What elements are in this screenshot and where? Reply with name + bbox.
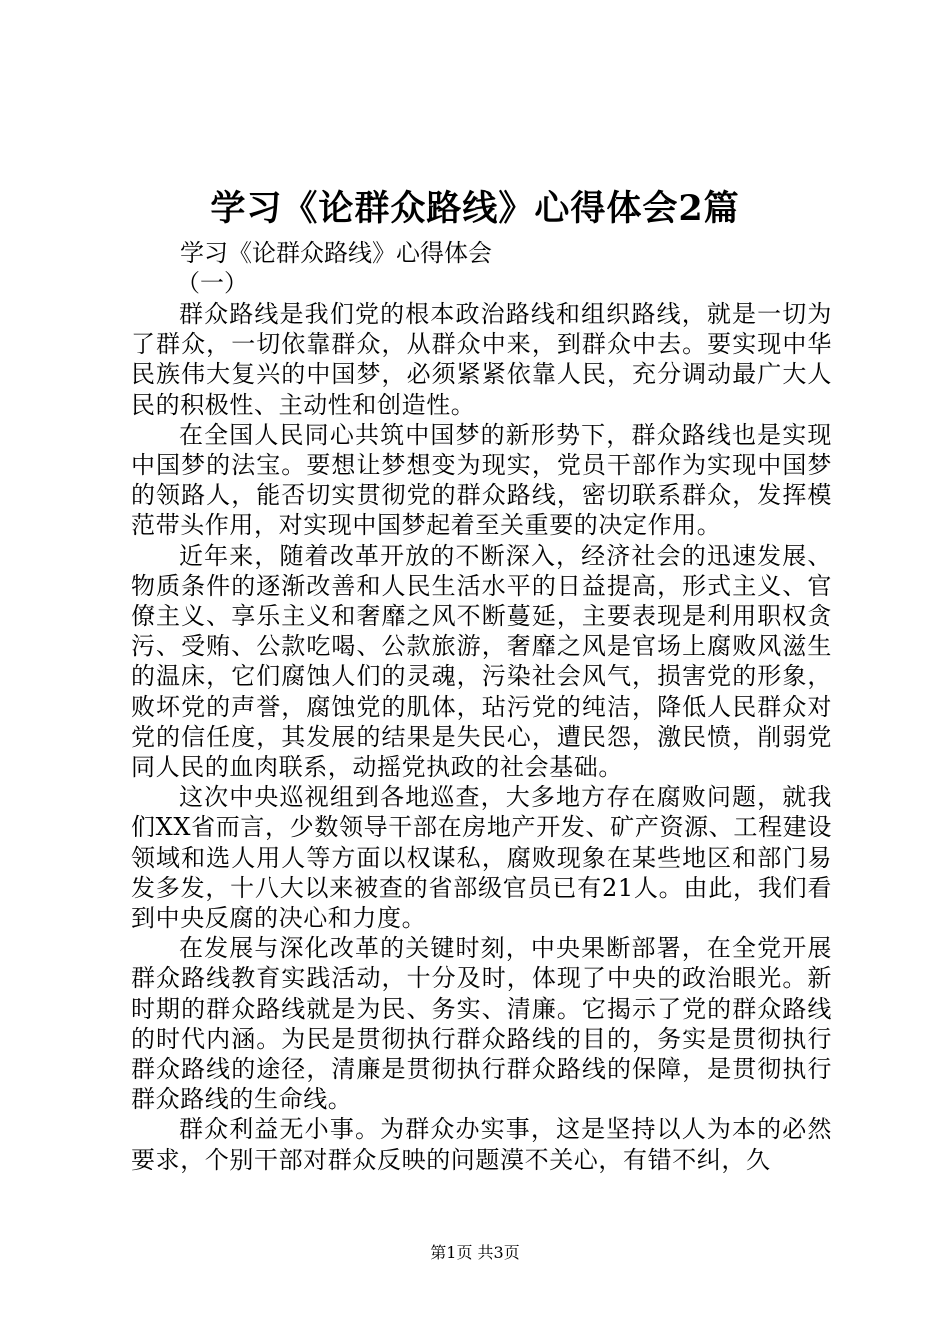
document-subtitle: 学习《论群众路线》心得体会 [180, 239, 492, 267]
paragraph: 近年来，随着改革开放的不断深入，经济社会的迅速发展、物质条件的逐渐改善和人民生活水平的日益提高，形式主义、官僚主义、享乐主义和奢靡之风不断蔓延，主要表现是利用职权贪污、受贿、公款吃喝、公款旅游，奢靡之风是官场上腐败风滋生的温床，它们腐蚀人们的灵魂，污染社会风气，损害党的形象，败坏党的声誉，腐蚀党的肌体，玷污党的纯洁，降低人民群众对党的信任度，其发展的结果是失民心，遭民怨，激民愤，削弱党同人民的血肉联系，动摇党执政的社会基础。 [131, 541, 832, 782]
paragraph: 在发展与深化改革的关键时刻，中央果断部署，在全党开展群众路线教育实践活动，十分及时，体现了中央的政治眼光。新时期的群众路线就是为民、务实、清廉。它揭示了党的群众路线的时代内涵。为民是贯彻执行群众路线的目的，务实是贯彻执行群众路线的途径，清廉是贯彻执行群众路线的保障，是贯彻执行群众路线的生命线。 [131, 934, 832, 1114]
body-text [131, 299, 832, 1175]
page-footer: 第1页 共3页 [430, 1243, 520, 1262]
paragraph: 这次中央巡视组到各地巡查，大多地方存在腐败问题，就我们XX省而言，少数领导干部在房地产开发、矿产资源、工程建设领域和选人用人等方面以权谋私，腐败现象在某些地区和部门易发多发，十八大以来被查的省部级官员已有21人。由此，我们看到中央反腐的决心和力度。 [131, 783, 832, 933]
paragraph: 群众路线是我们党的根本政治路线和组织路线，就是一切为了群众，一切依靠群众，从群众中来，到群众中去。要实现中华民族伟大复兴的中国梦，必须紧紧依靠人民，充分调动最广大人民的积极性、主动性和创造性。 [131, 300, 832, 419]
document-title: 学习《论群众路线》心得体会2篇 [210, 188, 740, 229]
paragraph: 群众利益无小事。为群众办实事，这是坚持以人为本的必然要求，个别干部对群众反映的问题漠不关心，有错不纠，久 [131, 1115, 832, 1174]
section-number: （一） [176, 269, 248, 297]
paragraph: 在全国人民同心共筑中国梦的新形势下，群众路线也是实现中国梦的法宝。要想让梦想变为现实，党员干部作为实现中国梦的领路人，能否切实贯彻党的群众路线，密切联系群众，发挥模范带头作用，对实现中国梦起着至关重要的决定作用。 [131, 420, 832, 540]
